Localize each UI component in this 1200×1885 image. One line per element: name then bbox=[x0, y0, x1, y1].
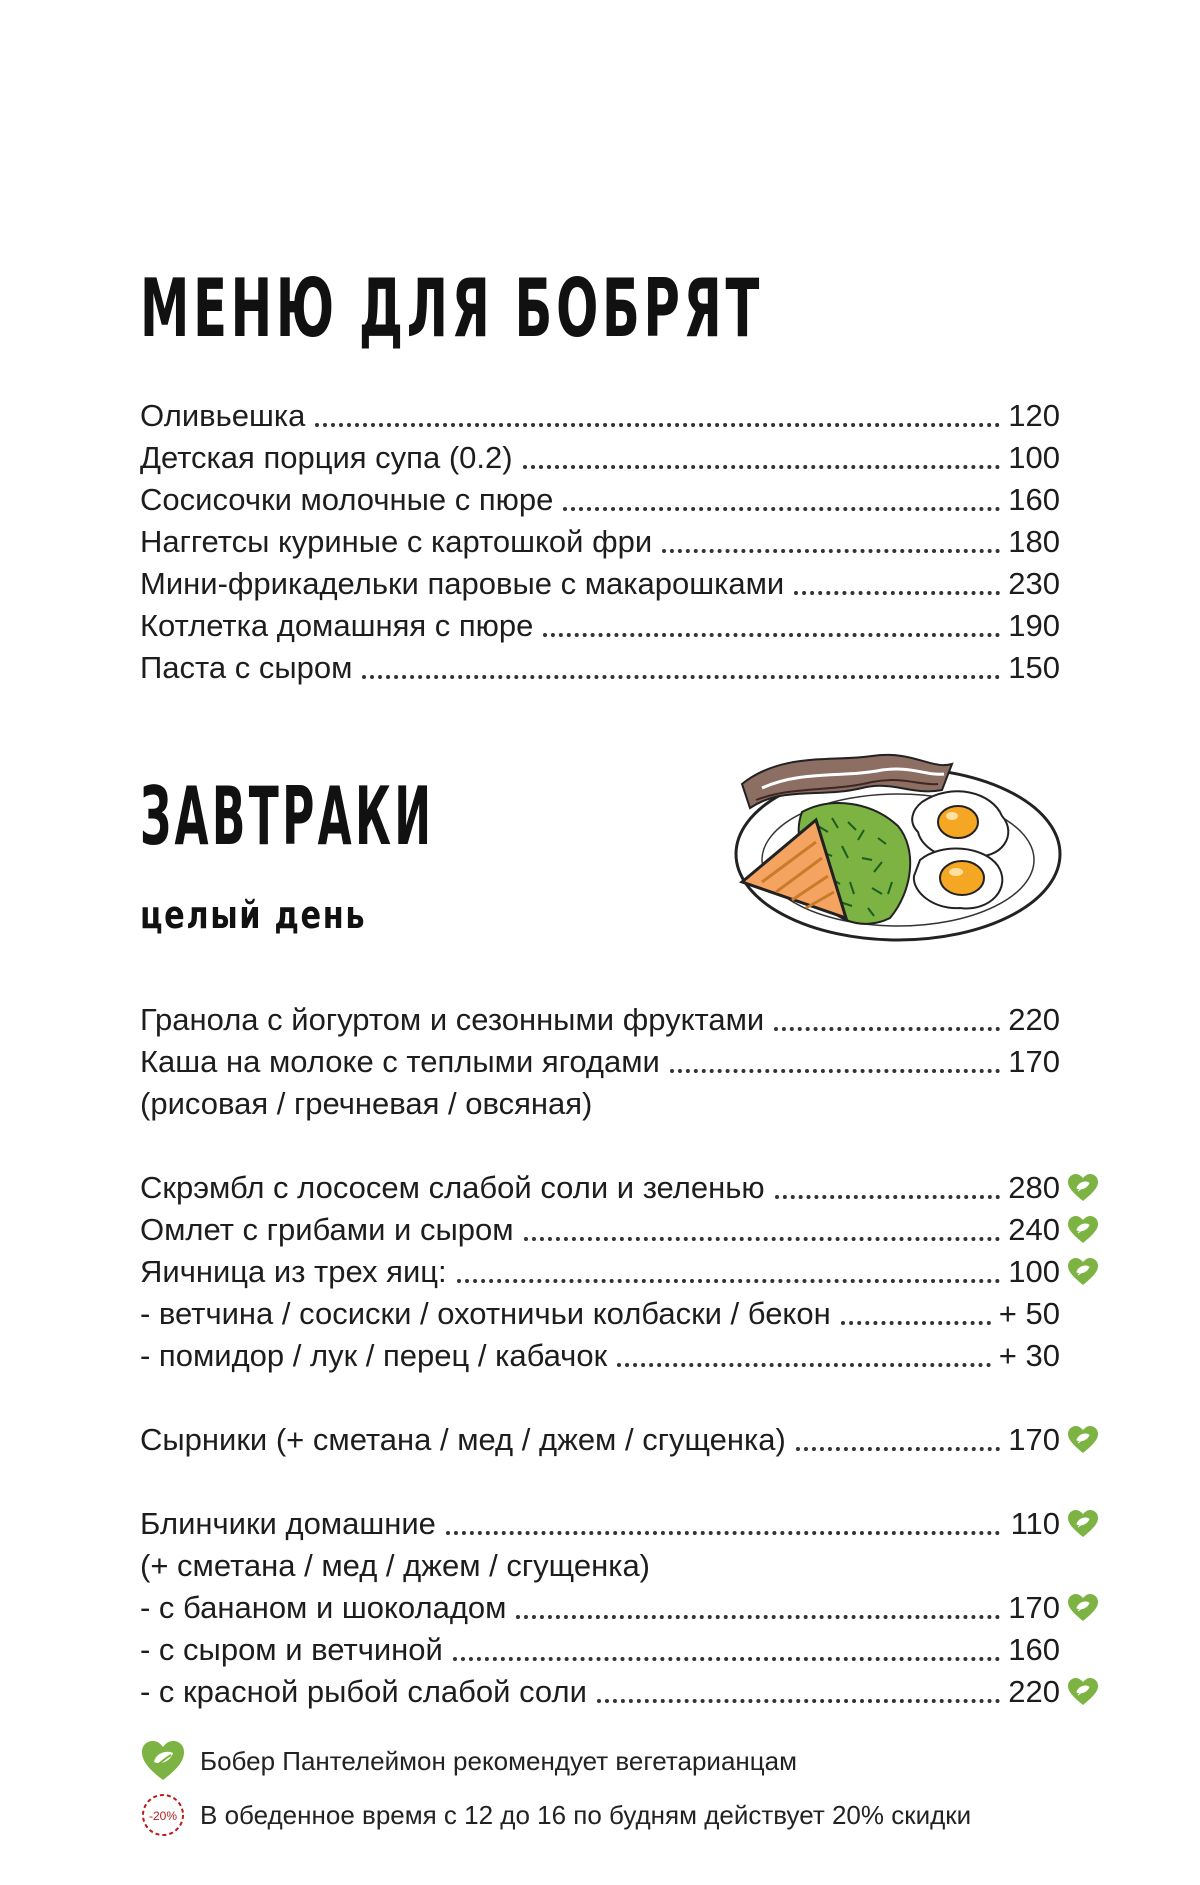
kids-menu-item bbox=[140, 396, 1060, 436]
breakfast-item bbox=[140, 1672, 1060, 1712]
item-price: 230 bbox=[1008, 566, 1060, 601]
item-name: - ветчина / сосиски / охотничьи колбаски / бекон bbox=[140, 1296, 831, 1331]
breakfast-item bbox=[140, 1630, 1060, 1670]
kids-menu-title: МЕНЮ ДЛЯ БОБРЯТ bbox=[140, 262, 764, 355]
item-name: - с красной рыбой слабой соли bbox=[140, 1674, 587, 1709]
discount-badge-text: -20% bbox=[148, 1809, 178, 1823]
dot-leader bbox=[524, 1237, 1000, 1241]
item-price: 170 bbox=[1008, 1590, 1060, 1625]
breakfast-item bbox=[140, 1210, 1060, 1250]
item-name: Наггетсы куриные с картошкой фри bbox=[140, 524, 653, 559]
item-price: 240 bbox=[1008, 1212, 1060, 1247]
item-name: Котлетка домашняя с пюре bbox=[140, 608, 534, 643]
kids-menu-item bbox=[140, 522, 1060, 562]
breakfast-item bbox=[140, 1336, 1060, 1376]
item-price: 100 bbox=[1008, 440, 1060, 475]
breakfast-item bbox=[140, 1588, 1060, 1628]
item-name: Сырники (+ сметана / мед / джем / сгущенка) bbox=[140, 1422, 786, 1457]
item-name: Гранола с йогуртом и сезонными фруктами bbox=[140, 1002, 765, 1037]
legend-vegetarian-text: Бобер Пантелеймон рекомендует вегетарианцам bbox=[200, 1745, 797, 1776]
item-price: 150 bbox=[1008, 650, 1060, 685]
dot-leader bbox=[453, 1657, 1000, 1661]
dot-leader bbox=[617, 1363, 991, 1367]
dot-leader bbox=[516, 1615, 1000, 1619]
item-name: - помидор / лук / перец / кабачок bbox=[140, 1338, 608, 1373]
item-price: 170 bbox=[1008, 1422, 1060, 1457]
breakfast-subtitle: целый день bbox=[140, 893, 367, 937]
item-price: 160 bbox=[1008, 1632, 1060, 1667]
kids-menu-item bbox=[140, 438, 1060, 478]
legend-discount bbox=[140, 1792, 971, 1838]
item-name: - с сыром и ветчиной bbox=[140, 1632, 443, 1667]
item-name: Сосисочки молочные с пюре bbox=[140, 482, 554, 517]
item-name: (рисовая / гречневая / овсяная) bbox=[140, 1086, 593, 1121]
breakfast-title: ЗАВТРАКИ bbox=[140, 770, 435, 863]
item-price: 110 bbox=[1010, 1506, 1060, 1541]
dot-leader bbox=[796, 1447, 1000, 1451]
breakfast-item-note bbox=[140, 1084, 900, 1124]
item-price: 190 bbox=[1008, 608, 1060, 643]
item-name: Паста с сыром bbox=[140, 650, 353, 685]
dot-leader bbox=[662, 549, 1000, 553]
vegetarian-heart-icon bbox=[1068, 1426, 1098, 1454]
breakfast-item bbox=[140, 1504, 1060, 1544]
vegetarian-heart-icon bbox=[1068, 1258, 1098, 1286]
item-price: 280 bbox=[1008, 1170, 1060, 1205]
dot-leader bbox=[457, 1279, 1000, 1283]
dot-leader bbox=[362, 675, 1000, 679]
item-name: (+ сметана / мед / джем / сгущенка) bbox=[140, 1548, 651, 1583]
breakfast-item bbox=[140, 1420, 1060, 1460]
breakfast-item bbox=[140, 1168, 1060, 1208]
dot-leader bbox=[523, 465, 1000, 469]
item-price: 180 bbox=[1008, 524, 1060, 559]
dot-leader bbox=[446, 1531, 1000, 1535]
vegetarian-heart-icon bbox=[1068, 1216, 1098, 1244]
dot-leader bbox=[774, 1027, 1000, 1031]
dot-leader bbox=[543, 633, 1000, 637]
breakfast-item bbox=[140, 1000, 1060, 1040]
item-price: + 30 bbox=[998, 1338, 1060, 1373]
breakfast-item bbox=[140, 1252, 1060, 1292]
breakfast-item bbox=[140, 1294, 1060, 1334]
breakfast-item-note bbox=[140, 1546, 900, 1586]
green-heart-leaf-icon bbox=[140, 1738, 186, 1784]
vegetarian-heart-icon bbox=[1068, 1594, 1098, 1622]
vegetarian-heart-icon bbox=[1068, 1174, 1098, 1202]
breakfast-plate-illustration bbox=[722, 742, 1064, 954]
item-price: 220 bbox=[1008, 1674, 1060, 1709]
dot-leader bbox=[775, 1195, 1000, 1199]
item-name: Каша на молоке с теплыми ягодами bbox=[140, 1044, 660, 1079]
item-name: Яичница из трех яиц: bbox=[140, 1254, 447, 1289]
dot-leader bbox=[315, 423, 1000, 427]
item-name: Детская порция супа (0.2) bbox=[140, 440, 513, 475]
discount-stamp-icon bbox=[140, 1792, 186, 1838]
legend-discount-text: В обеденное время с 12 до 16 по будням действует 20% скидки bbox=[200, 1799, 972, 1830]
vegetarian-heart-icon bbox=[1068, 1510, 1098, 1538]
item-name: Скрэмбл с лососем слабой соли и зеленью bbox=[140, 1170, 765, 1205]
item-name: Мини-фрикадельки паровые с макарошками bbox=[140, 566, 785, 601]
vegetarian-heart-icon bbox=[1068, 1678, 1098, 1706]
item-price: + 50 bbox=[998, 1296, 1060, 1331]
dot-leader bbox=[670, 1069, 1000, 1073]
legend-vegetarian bbox=[140, 1738, 797, 1784]
breakfast-item bbox=[140, 1042, 1060, 1082]
dot-leader bbox=[794, 591, 1000, 595]
item-price: 170 bbox=[1008, 1044, 1060, 1079]
item-name: Блинчики домашние bbox=[140, 1506, 436, 1541]
item-name: Омлет с грибами и сыром bbox=[140, 1212, 514, 1247]
kids-menu-item bbox=[140, 648, 1060, 688]
item-price: 100 bbox=[1008, 1254, 1060, 1289]
item-name: Оливьешка bbox=[140, 398, 306, 433]
dot-leader bbox=[563, 507, 1000, 511]
kids-menu-item bbox=[140, 564, 1060, 604]
item-price: 160 bbox=[1008, 482, 1060, 517]
dot-leader bbox=[597, 1699, 1000, 1703]
item-name: - с бананом и шоколадом bbox=[140, 1590, 507, 1625]
item-price: 220 bbox=[1008, 1002, 1060, 1037]
dot-leader bbox=[841, 1321, 991, 1325]
kids-menu-item bbox=[140, 480, 1060, 520]
item-price: 120 bbox=[1008, 398, 1060, 433]
kids-menu-item bbox=[140, 606, 1060, 646]
